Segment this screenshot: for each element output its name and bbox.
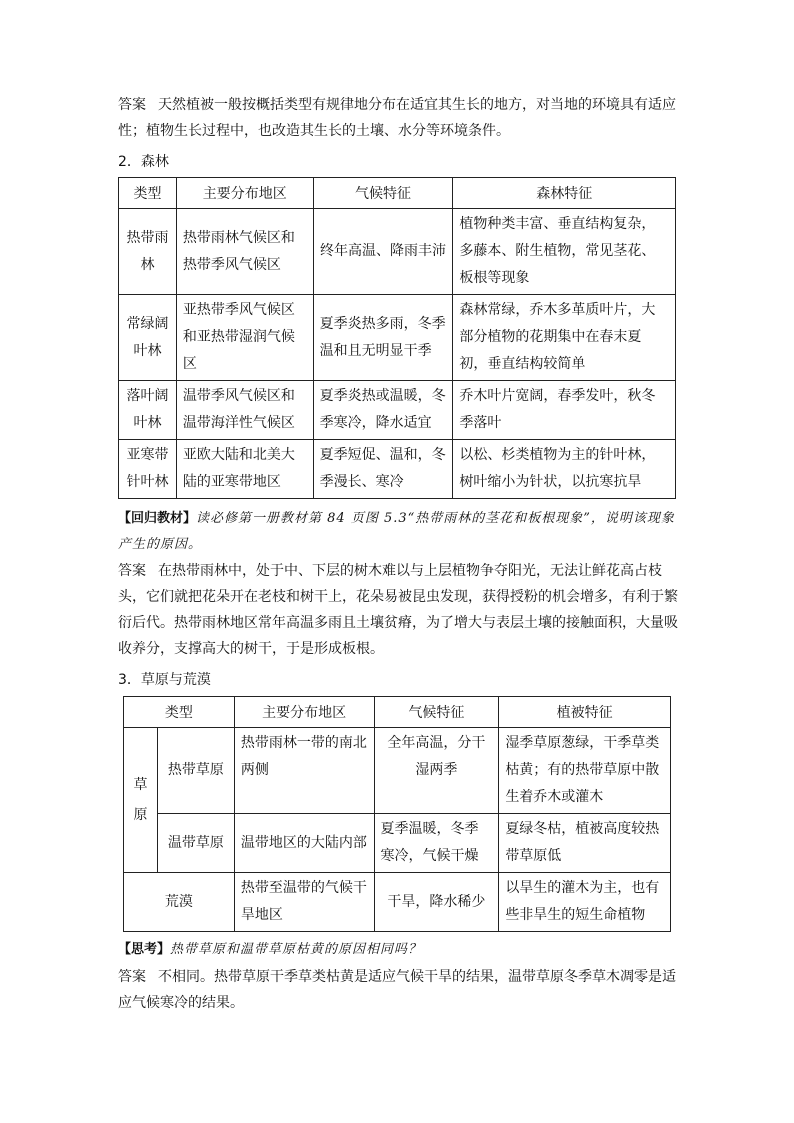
forest-table — [118, 177, 676, 499]
grass-climate: 夏季温暖，冬季寒冷，气候干燥 — [374, 814, 499, 873]
grass-region: 热带雨林一带的南北两侧 — [234, 728, 374, 814]
header-climate: 气候特征 — [313, 178, 453, 209]
table-header-row — [124, 697, 671, 728]
grass-climate: 全年高温，分干湿两季 — [374, 728, 499, 814]
answer-label: 答案 — [118, 563, 146, 579]
forest-feature: 乔木叶片宽阔，春季发叶，秋冬季落叶 — [453, 381, 676, 440]
grass-type: 热带草原 — [157, 728, 234, 814]
table-row — [124, 873, 671, 932]
forest-type: 亚寒带针叶林 — [119, 440, 177, 499]
desert-feature: 以旱生的灌木为主，也有些非旱生的短生命植物 — [499, 873, 671, 932]
forest-region: 亚热带季风气候区和亚热带湿润气候区 — [176, 295, 313, 381]
think-answer — [118, 964, 678, 1016]
answer-text: 在热带雨林中，处于中、下层的树木难以与上层植物争夺阳光，无法让鲜花高占枝头，它们就把花朵开在老枝和树干上，花朵易被昆虫发现，获得授粉的机会增多，有利于繁衍后代。热带雨林地区常年高温多雨且土壤贫瘠，为了增大与表层土壤的接触面积，大量吸收养分，支撑高大的树干，于是形成板根。 — [118, 563, 678, 657]
forest-climate: 夏季短促、温和，冬季漫长、寒冷 — [313, 440, 453, 499]
header-type: 类型 — [124, 697, 235, 728]
desert-climate: 干旱，降水稀少 — [374, 873, 499, 932]
grass-feature: 夏绿冬枯，植被高度较热带草原低 — [499, 814, 671, 873]
forest-type: 落叶阔叶林 — [119, 381, 177, 440]
answer-label: 答案 — [118, 97, 146, 113]
table-row — [119, 295, 676, 381]
grass-feature: 湿季草原葱绿，干季草类枯黄；有的热带草原中散生着乔木或灌木 — [499, 728, 671, 814]
grassland-table — [123, 696, 671, 932]
desert-type: 荒漠 — [124, 873, 235, 932]
forest-type: 常绿阔叶林 — [119, 295, 177, 381]
desert-region: 热带至温带的气候干旱地区 — [234, 873, 374, 932]
forest-region: 热带雨林气候区和热带季风气候区 — [176, 209, 313, 295]
grass-region: 温带地区的大陆内部 — [234, 814, 374, 873]
note-text: 热带草原和温带草原枯黄的原因相同吗？ — [170, 942, 423, 957]
answer-label: 答案 — [118, 969, 146, 985]
answer-text: 天然植被一般按概括类型有规律地分布在适宜其生长的地方，对当地的环境具有适应性；植物生长过程中，也改造其生长的土壤、水分等环境条件。 — [118, 97, 676, 139]
forest-feature: 森林常绿，乔木多革质叶片，大部分植物的花期集中在春末夏初，垂直结构较简单 — [453, 295, 676, 381]
return-textbook-note — [118, 506, 678, 558]
table-row — [119, 209, 676, 295]
forest-climate: 夏季炎热或温暖，冬季寒冷，降水适宜 — [313, 381, 453, 440]
table-row — [119, 381, 676, 440]
header-type: 类型 — [119, 178, 177, 209]
forest-climate: 夏季炎热多雨，冬季温和且无明显干季 — [313, 295, 453, 381]
grassland-group-text: 草原 — [133, 777, 148, 823]
grassland-heading: 3．草原与荒漠 — [118, 672, 211, 688]
table-header-row — [119, 178, 676, 209]
header-feature: 植被特征 — [499, 697, 671, 728]
forest-feature: 以松、杉类植物为主的针叶林，树叶缩小为针状，以抗寒抗旱 — [453, 440, 676, 499]
answer-text: 不相同。热带草原干季草类枯黄是适应气候干旱的结果，温带草原冬季草木凋零是适应气候寒冷的结果。 — [118, 969, 676, 1011]
note-tag: 【思考】 — [118, 942, 171, 957]
forest-type: 热带雨林 — [119, 209, 177, 295]
forest-heading: 2．森林 — [118, 154, 169, 170]
grassland-group-label — [124, 728, 158, 873]
note-text: 读必修第一册教材第 84 页图 5.3“热带雨林的茎花和板根现象”，说明该现象产生的原因。 — [118, 511, 675, 552]
forest-region: 亚欧大陆和北美大陆的亚寒带地区 — [176, 440, 313, 499]
header-climate: 气候特征 — [374, 697, 499, 728]
grass-type: 温带草原 — [157, 814, 234, 873]
forest-region: 温带季风气候区和温带海洋性气候区 — [176, 381, 313, 440]
header-region: 主要分布地区 — [234, 697, 374, 728]
table-row — [124, 728, 671, 814]
forest-climate: 终年高温、降雨丰沛 — [313, 209, 453, 295]
intro-answer — [118, 92, 678, 144]
think-note — [118, 937, 678, 963]
header-feature: 森林特征 — [453, 178, 676, 209]
return-textbook-answer — [118, 558, 678, 662]
table-row — [119, 440, 676, 499]
table-row — [124, 814, 671, 873]
forest-feature: 植物种类丰富、垂直结构复杂，多藤本、附生植物，常见茎花、板根等现象 — [453, 209, 676, 295]
note-tag: 【回归教材】 — [118, 511, 197, 526]
header-region: 主要分布地区 — [176, 178, 313, 209]
